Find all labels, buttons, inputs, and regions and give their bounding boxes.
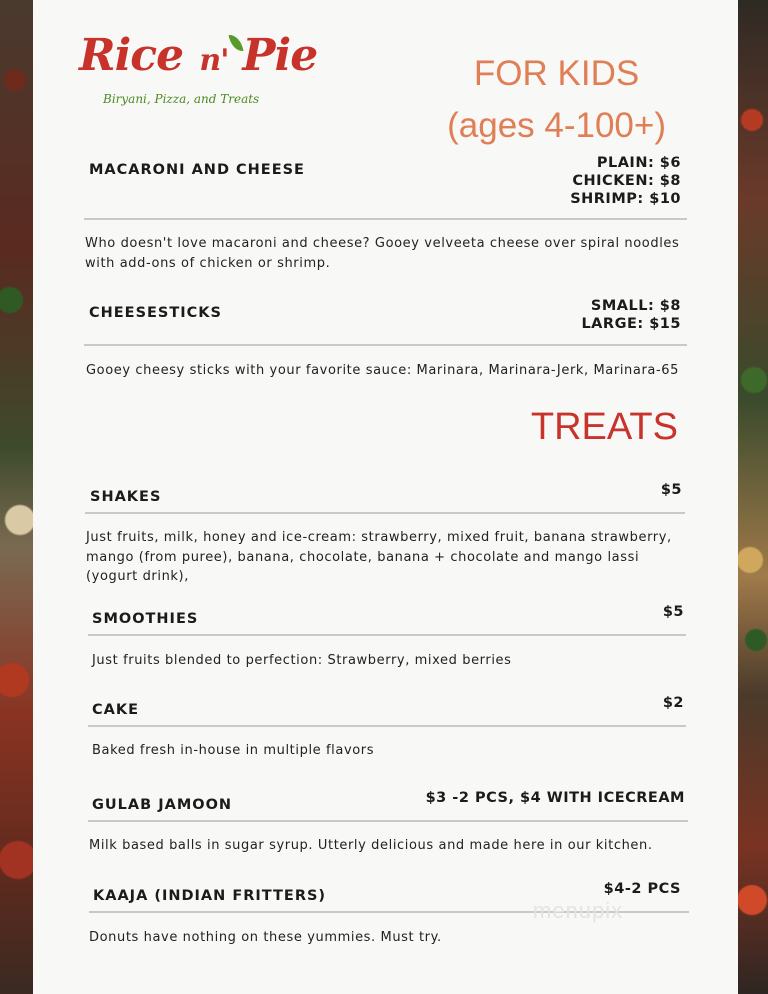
- menu-item-name: CAKE: [92, 702, 140, 718]
- menu-item-description: Just fruits, milk, honey and ice-cream: strawberry, mixed fruit, banana strawberry, mango (from puree), banana, chocolate, banana + chocolate and mango lassi (yogurt drink),: [86, 530, 672, 584]
- menu-page: [33, 0, 738, 994]
- price-small: SMALL: $8: [590, 298, 681, 314]
- menupix-watermark: menupix: [533, 898, 624, 923]
- food-photo-background-right: [738, 0, 768, 994]
- logo-word-rice: Rice: [79, 30, 184, 81]
- menu-item-price: $3 -2 PCS, $4 WITH ICECREAM: [425, 790, 685, 806]
- divider: [84, 344, 687, 346]
- menu-item-description: Just fruits blended to perfection: Strawberry, mixed berries: [92, 653, 512, 668]
- menu-item-description: Donuts have nothing on these yummies. Must try.: [89, 930, 442, 945]
- menu-item-price: $5: [662, 604, 684, 620]
- logo-word-n: n': [199, 43, 229, 78]
- for-kids-heading: [447, 48, 666, 152]
- price-plain: PLAIN: $6: [596, 155, 681, 171]
- rice-n-pie-logo: [79, 30, 319, 112]
- logo-word-pie: Pie: [242, 30, 318, 81]
- divider: [85, 512, 685, 514]
- price-chicken: CHICKEN: $8: [572, 173, 681, 189]
- menu-item-name: SMOOTHIES: [92, 611, 199, 627]
- menu-item-name: CHEESESTICKS: [89, 305, 222, 321]
- menu-item-description: Who doesn't love macaroni and cheese? Gooey velveeta cheese over spiral noodles with add-ons of chicken or shrimp.: [85, 236, 680, 271]
- menu-item-prices: [581, 297, 681, 333]
- price-shrimp: SHRIMP: $10: [570, 191, 681, 207]
- menu-item-price: $5: [660, 482, 682, 498]
- menu-item-prices: [570, 154, 681, 208]
- price-large: LARGE: $15: [581, 316, 681, 332]
- for-kids-age-range: (ages 4-100+): [447, 106, 666, 145]
- logo-tagline: Biryani, Pizza, and Treats: [103, 92, 260, 106]
- menu-item-name: KAAJA (INDIAN FRITTERS): [93, 888, 327, 904]
- treats-heading: TREATS: [530, 406, 678, 448]
- menu-item-price: $2: [662, 695, 684, 711]
- divider: [88, 634, 686, 636]
- menu-item-name: MACARONI AND CHEESE: [89, 162, 305, 178]
- logo-wordmark: [79, 30, 317, 81]
- divider: [88, 820, 688, 822]
- menu-item-name: GULAB JAMOON: [92, 797, 233, 813]
- divider: [88, 725, 686, 727]
- menu-item-description: Baked fresh in-house in multiple flavors: [92, 743, 375, 758]
- for-kids-title: FOR KIDS: [473, 54, 640, 93]
- menu-item-description: Gooey cheesy sticks with your favorite sauce: Marinara, Marinara-Jerk, Marinara-65: [86, 363, 679, 378]
- food-photo-background-left: [0, 0, 33, 994]
- menu-item-description: Milk based balls in sugar syrup. Utterly delicious and made here in our kitchen.: [89, 838, 653, 853]
- menu-item-name: SHAKES: [90, 489, 162, 505]
- divider: [84, 218, 687, 220]
- menu-item-price: $4-2 PCS: [603, 881, 681, 897]
